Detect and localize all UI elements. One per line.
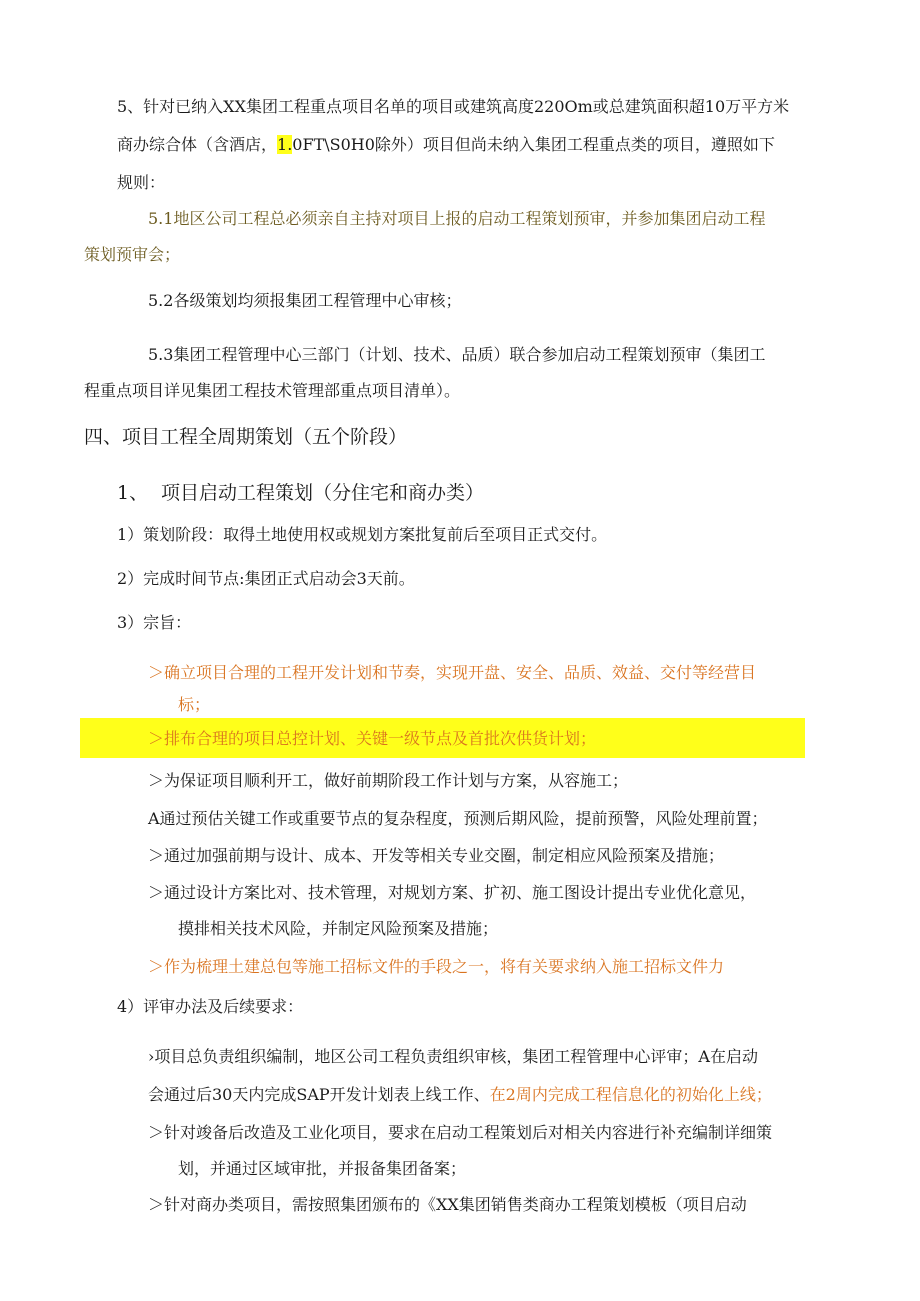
goal-1-line1: ＞确立项目合理的工程开发计划和节奏，实现开盘、安全、品质、效益、交付等经营目 [148, 663, 757, 682]
review-2-line2: 划，并通过区域审批，并报备集团备案； [178, 1159, 467, 1178]
para5-line2-b: 0FT\S0H0除外）项目但尚未纳入集团工程重点类的项目，遵照如下 [292, 135, 775, 154]
review-3-line1: ＞针对商办类项目，需按照集团颁布的《XX集团销售类商办工程策划模板（项目启动 [148, 1195, 747, 1214]
para5-line2 [117, 134, 775, 156]
review-1-line2-b: 在2周内完成工程信息化的初始化上线； [489, 1085, 772, 1104]
goal-1-line2: 标； [178, 695, 211, 714]
item-1: 1）策划阶段：取得土地使用权或规划方案批复前后至项目正式交付。 [117, 525, 608, 544]
item-4: 4）评审办法及后续要求： [117, 997, 304, 1016]
para53-line1: 5.3集团工程管理中心三部门（计划、技术、品质）联合参加启动工程策划预审（集团工 [148, 345, 766, 364]
review-2-line1: ＞针对竣备后改造及工业化项目，要求在启动工程策划后对相关内容进行补充编制详细策 [148, 1123, 773, 1142]
para5-line3: 规则： [117, 173, 166, 192]
item-2: 2）完成时间节点:集团正式启动会3天前。 [117, 569, 415, 588]
para5-highlight: 1. [277, 135, 293, 154]
review-1-line1: ›项目总负责组织编制，地区公司工程负责组织审核，集团工程管理中心评审；A在启动 [148, 1047, 758, 1066]
para5-line1: 5、针对已纳入XX集团工程重点项目名单的项目或建筑高度220Om或总建筑面积超10万平方米 [117, 97, 790, 116]
para5-line2-a: 商办综合体（含酒店， [117, 135, 278, 154]
review-1-line2-a: 会通过后30天内完成SAP开发计划表上线工作、 [148, 1085, 490, 1104]
goal-6-line2: 摸排相关技术风险，并制定风险预案及措施； [178, 919, 499, 938]
goal-5: ＞通过加强前期与设计、成本、开发等相关专业交圈，制定相应风险预案及措施； [148, 846, 725, 865]
para53-line2: 程重点项目详见集团工程技术管理部重点项目清单）。 [84, 381, 461, 400]
para52: 5.2各级策划均须报集团工程管理中心审核； [148, 291, 462, 310]
section-heading: 四、项目工程全周期策划（五个阶段） [84, 426, 408, 448]
subsection-number: 1、 [117, 482, 149, 504]
item-3: 3）宗旨： [117, 613, 192, 632]
goal-6-line1: ＞通过设计方案比对、技术管理，对规划方案、扩初、施工图设计提出专业优化意见， [148, 883, 757, 902]
subsection-title: 项目启动工程策划（分住宅和商办类） [161, 482, 485, 504]
goal-3: ＞为保证项目顺利开工，做好前期阶段工作计划与方案，从容施工； [148, 771, 629, 790]
review-1-line2 [148, 1084, 772, 1106]
para51-line2: 策划预审会； [84, 245, 181, 264]
para51-line1: 5.1地区公司工程总必须亲自主持对项目上报的启动工程策划预审，并参加集团启动工程 [148, 209, 766, 228]
goal-7: ＞作为梳理土建总包等施工招标文件的手段之一，将有关要求纳入施工招标文件力 [148, 957, 725, 976]
goal-2: ＞排布合理的项目总控计划、关键一级节点及首批次供货计划； [148, 729, 597, 748]
goal-4: A通过预估关键工作或重要节点的复杂程度，预测后期风险，提前预警，风险处理前置； [148, 809, 768, 828]
